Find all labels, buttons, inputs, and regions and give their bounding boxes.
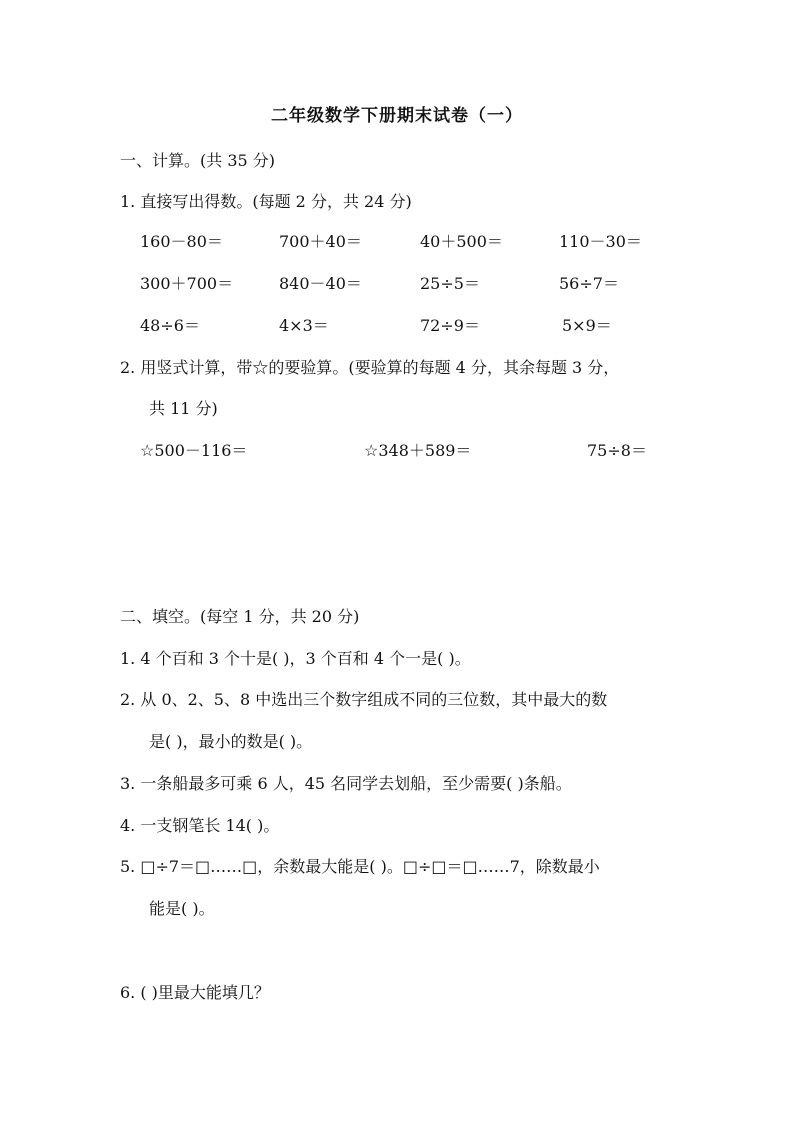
calc-item: 48÷6＝ (140, 316, 200, 335)
q2-label-line1: 2. 用竖式计算，带☆的要验算。(要验算的每题 4 分，其余每题 3 分， (120, 358, 620, 377)
fill-q5-line2: 能是( )。 (149, 899, 215, 918)
page-title: 二年级数学下册期末试卷（一） (271, 106, 523, 126)
fill-q3: 3. 一条船最多可乘 6 人，45 名同学去划船，至少需要( )条船。 (120, 774, 572, 793)
q2-label-line2: 共 11 分) (149, 399, 218, 418)
section2-heading: 二、填空。(每空 1 分，共 20 分) (120, 607, 360, 626)
calc-item: 72÷9＝ (420, 316, 480, 335)
calc-item: 5×9＝ (562, 316, 612, 335)
calc-item: 300＋700＝ (140, 274, 234, 293)
q1-label: 1. 直接写出得数。(每题 2 分，共 24 分) (120, 192, 412, 211)
fill-q1: 1. 4 个百和 3 个十是( )，3 个百和 4 个一是( )。 (120, 649, 471, 668)
calc-item: 56÷7＝ (559, 274, 619, 293)
calc-item: 25÷5＝ (420, 274, 480, 293)
fill-q2-line1: 2. 从 0、2、5、8 中选出三个数字组成不同的三位数，其中最大的数 (120, 690, 608, 709)
fill-q4: 4. 一支钢笔长 14( )。 (120, 816, 280, 835)
vertical-calc-item: ☆500－116＝ (140, 441, 248, 460)
calc-item: 160－80＝ (140, 232, 223, 251)
fill-q5-line1: 5. □÷7＝□……□，余数最大能是( )。□÷□＝□……7，除数最小 (120, 857, 600, 876)
calc-item: 4×3＝ (279, 316, 329, 335)
vertical-calc-item: ☆348＋589＝ (364, 441, 472, 460)
section1-heading: 一、计算。(共 35 分) (120, 151, 276, 170)
calc-item: 700＋40＝ (279, 232, 362, 251)
calc-item: 40＋500＝ (420, 232, 503, 251)
vertical-calc-item: 75÷8＝ (587, 441, 647, 460)
calc-item: 110－30＝ (559, 232, 642, 251)
calc-item: 840－40＝ (279, 274, 362, 293)
fill-q6: 6. ( )里最大能填几？ (120, 983, 270, 1002)
fill-q2-line2: 是( )，最小的数是( )。 (149, 732, 313, 751)
